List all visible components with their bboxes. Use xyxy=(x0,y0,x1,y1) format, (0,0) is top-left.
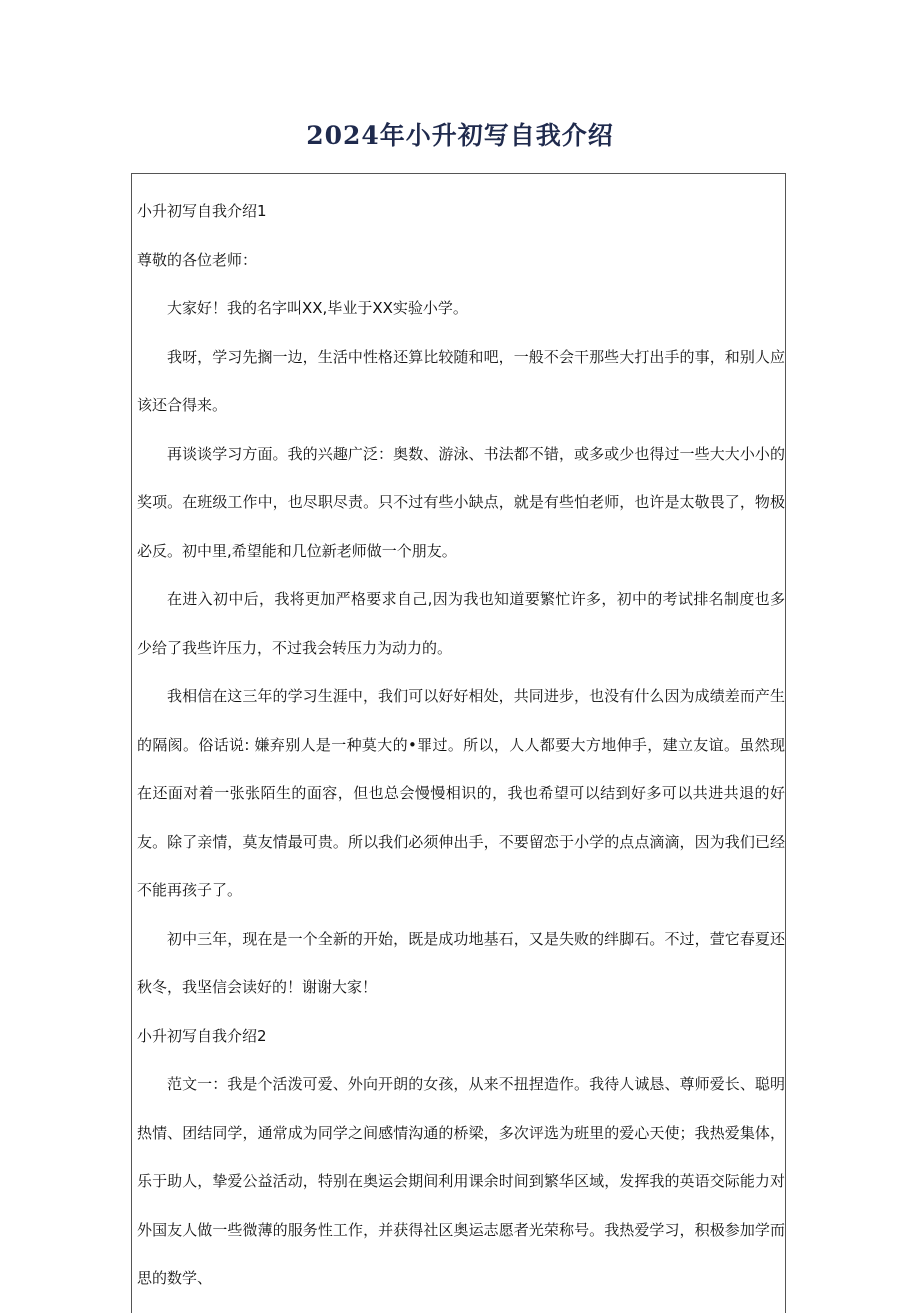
section-heading: 小升初写自我介绍1 xyxy=(137,202,267,220)
paragraph: 我呀，学习先搁一边，生活中性格还算比较随和吧，一般不会干那些大打出手的事，和别人应该还合得来。 xyxy=(137,347,785,414)
document-title: 2024年小升初写自我介绍 xyxy=(306,121,614,150)
document-body xyxy=(137,187,785,1303)
paragraph: 范文一：我是个活泼可爱、外向开朗的女孩，从来不扭捏造作。我待人诚恳、尊师爱长、聪明热情、团结同学，通常成为同学之间感情沟通的桥梁，多次评选为班里的爱心天使；我热爱集体，乐于助人，挚爱公益活动，特别在奥运会期间利用课余时间到繁华区域，发挥我的英语交际能力对外国友人做一些微薄的服务性工作，并获得社区奥运志愿者光荣称号。我热爱学习，积极参加学而思的数学、 xyxy=(137,1075,785,1287)
salutation: 尊敬的各位老师： xyxy=(137,250,258,269)
paragraph: 大家好！我的名字叫XX,毕业于XX实验小学。 xyxy=(167,299,468,317)
paragraph: 我相信在这三年的学习生涯中，我们可以好好相处，共同进步，也没有什么因为成绩差而产生的隔阂。俗话说: 嫌弃别人是一种莫大的•罪过。所以，人人都要大方地伸手，建立友谊。虽然现在还面对着一张张陌生的面容，但也总会慢慢相识的，我也希望可以结到好多可以共进共退的好友。除了亲情，莫友情最可贵。所以我们必须伸出手，不要留恋于小学的点点滴滴，因为我们已经不能再孩子了。 xyxy=(137,687,785,899)
section-heading: 小升初写自我介绍2 xyxy=(137,1026,267,1045)
paragraph: 再谈谈学习方面。我的兴趣广泛：奥数、游泳、书法都不错，或多或少也得过一些大大小小的奖项。在班级工作中，也尽职尽责。只不过有些小缺点，就是有些怕老师，也许是太敬畏了，物极必反。初中里,希望能和几位新老师做一个朋友。 xyxy=(137,444,785,560)
paragraph: 初中三年，现在是一个全新的开始，既是成功地基石，又是失败的绊脚石。不过，萱它春夏还秋冬，我坚信会读好的！谢谢大家！ xyxy=(137,929,785,996)
paragraph: 在进入初中后，我将更加严格要求自己,因为我也知道要繁忙许多，初中的考试排名制度也多少给了我些许压力，不过我会转压力为动力的。 xyxy=(137,590,785,657)
